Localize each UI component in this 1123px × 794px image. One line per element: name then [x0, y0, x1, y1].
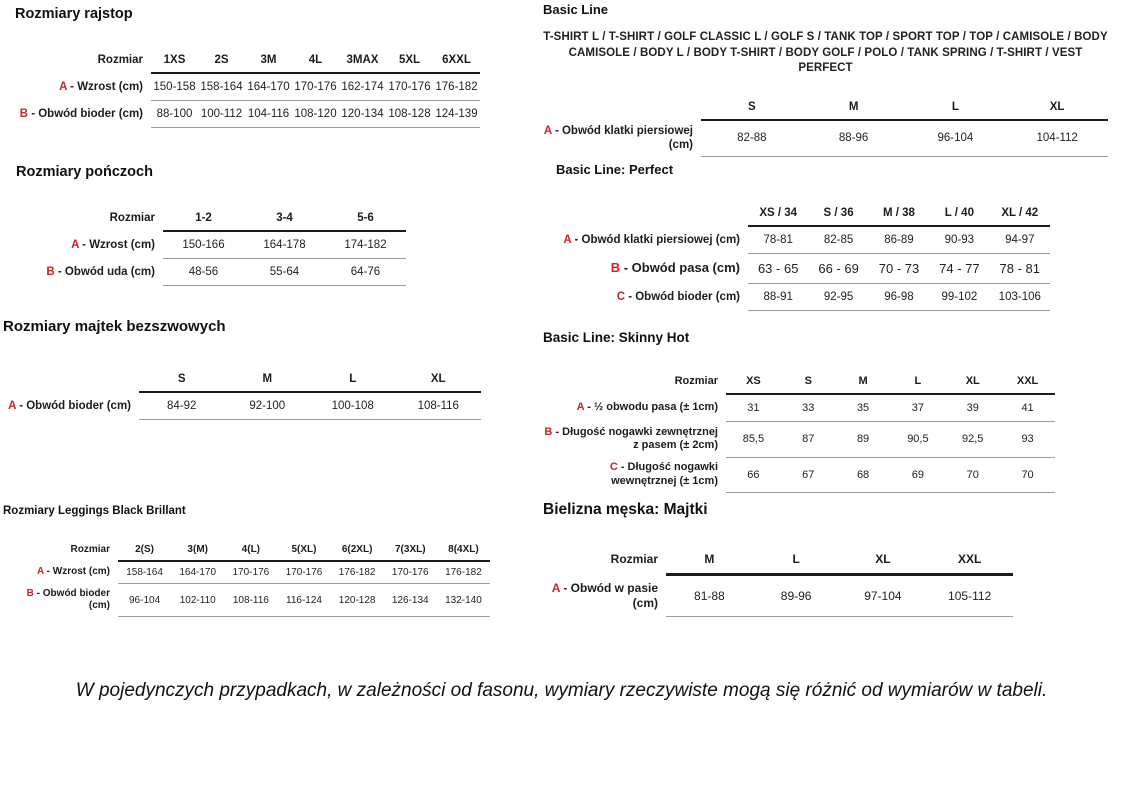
- size-value-cell: 81-88: [666, 575, 753, 617]
- section-title: Basic Line: Skinny Hot: [543, 330, 690, 345]
- size-table: [543, 369, 1055, 493]
- size-value-cell: 70 - 73: [869, 254, 929, 284]
- size-value-cell: 97-104: [840, 575, 927, 617]
- size-value-cell: 150-166: [163, 231, 244, 259]
- column-header: 3(M): [171, 539, 224, 561]
- column-header: 1XS: [151, 48, 198, 73]
- size-value-cell: 33: [781, 394, 836, 422]
- size-value-cell: 108-116: [396, 392, 482, 420]
- column-header: 1-2: [163, 206, 244, 231]
- section-title: Rozmiary Leggings Black Brillant: [3, 505, 186, 517]
- size-value-cell: 82-85: [808, 226, 868, 254]
- column-header: XL: [396, 367, 482, 392]
- column-header: L: [905, 95, 1007, 120]
- size-value-cell: 88-91: [748, 284, 808, 311]
- size-value-cell: 70: [945, 457, 1000, 493]
- size-value-cell: 105-112: [926, 575, 1013, 617]
- column-header: XL: [840, 545, 927, 575]
- size-value-cell: 164-170: [245, 73, 292, 101]
- size-value-cell: 103-106: [990, 284, 1050, 311]
- row-label: B - Długość nogawki zewnętrznej z pasem (± 2cm): [544, 425, 718, 452]
- size-table: [3, 367, 481, 420]
- size-value-cell: 41: [1000, 394, 1055, 422]
- skinny-hot-size-table: [543, 369, 1055, 493]
- row-letter: B: [46, 265, 55, 278]
- size-value-cell: 39: [945, 394, 1000, 422]
- row-letter: A: [543, 124, 552, 137]
- section-title: Bielizna męska: Majtki: [543, 501, 708, 518]
- column-header: XXL: [926, 545, 1013, 575]
- row-letter: A: [59, 80, 67, 93]
- size-value-cell: 74 - 77: [929, 254, 989, 284]
- column-header: M / 38: [869, 201, 929, 226]
- size-value-cell: 70: [1000, 457, 1055, 493]
- corner-label: Rozmiar: [97, 54, 143, 67]
- size-value-cell: 170-176: [292, 73, 339, 101]
- size-value-cell: 100-108: [310, 392, 396, 420]
- size-table: [3, 539, 490, 617]
- column-header: 8(4XL): [437, 539, 490, 561]
- size-value-cell: 104-116: [245, 101, 292, 128]
- size-value-cell: 108-120: [292, 101, 339, 128]
- column-header: 3M: [245, 48, 292, 73]
- size-value-cell: 88-96: [803, 120, 905, 157]
- row-label: A - ½ obwodu pasa (± 1cm): [576, 400, 718, 413]
- column-header: M: [803, 95, 905, 120]
- row-letter: A: [71, 238, 79, 251]
- section-title: Rozmiary pończoch: [16, 164, 153, 180]
- size-value-cell: 170-176: [224, 561, 277, 584]
- size-value-cell: 37: [890, 394, 945, 422]
- leggings-size-table: [3, 539, 490, 617]
- column-header: L: [890, 369, 945, 394]
- size-value-cell: 31: [726, 394, 781, 422]
- size-value-cell: 94-97: [990, 226, 1050, 254]
- size-value-cell: 158-164: [118, 561, 171, 584]
- size-value-cell: 96-104: [905, 120, 1007, 157]
- column-header: 3MAX: [339, 48, 386, 73]
- size-table: [15, 48, 480, 128]
- section-basic-line: [543, 2, 1108, 157]
- section-rozmiary-rajstop: [15, 6, 480, 128]
- row-label: A - Obwód w pasie (cm): [551, 580, 658, 610]
- corner-label: Rozmiar: [70, 543, 110, 555]
- size-value-cell: 78-81: [748, 226, 808, 254]
- size-value-cell: 67: [781, 457, 836, 493]
- section-title: Rozmiary majtek bezszwowych: [3, 318, 226, 335]
- row-label: A - Wzrost (cm): [71, 238, 155, 251]
- section-rozmiary-ponczoch: [16, 164, 406, 286]
- section-leggings-black-brillant: [3, 505, 490, 617]
- size-value-cell: 48-56: [163, 259, 244, 286]
- size-table: [16, 206, 406, 286]
- size-value-cell: 78 - 81: [990, 254, 1050, 284]
- size-value-cell: 99-102: [929, 284, 989, 311]
- column-header: 2S: [198, 48, 245, 73]
- column-header: M: [666, 545, 753, 575]
- row-letter: B: [26, 587, 34, 599]
- size-value-cell: 158-164: [198, 73, 245, 101]
- size-value-cell: 104-112: [1006, 120, 1108, 157]
- column-header: S / 36: [808, 201, 868, 226]
- column-header: 7(3XL): [384, 539, 437, 561]
- size-value-cell: 120-128: [331, 584, 384, 617]
- size-table: [543, 545, 1013, 617]
- size-value-cell: 89-96: [753, 575, 840, 617]
- row-letter: B: [19, 107, 28, 120]
- size-value-cell: 124-139: [433, 101, 480, 128]
- row-label: C - Obwód bioder (cm): [616, 290, 740, 303]
- row-letter: B: [610, 260, 621, 276]
- column-header: XS / 34: [748, 201, 808, 226]
- size-value-cell: 96-104: [118, 584, 171, 617]
- column-header: L / 40: [929, 201, 989, 226]
- row-letter: A: [576, 400, 585, 413]
- size-value-cell: 170-176: [384, 561, 437, 584]
- size-value-cell: 150-158: [151, 73, 198, 101]
- row-label: B - Obwód bioder (cm): [19, 107, 143, 120]
- size-value-cell: 132-140: [437, 584, 490, 617]
- column-header: 3-4: [244, 206, 325, 231]
- size-value-cell: 102-110: [171, 584, 224, 617]
- column-header: M: [225, 367, 311, 392]
- size-table: [556, 201, 1050, 311]
- row-label: A - Obwód klatki piersiowej (cm): [543, 124, 693, 151]
- rajstop-size-table: [15, 48, 480, 128]
- basic-line-products-list: T-SHIRT L / T-SHIRT / GOLF CLASSIC L / GOLF S / TANK TOP / SPORT TOP / TOP / CAMISOLE / BODY CAMISOLE / BODY L / BODY T-SHIRT / BODY GOLF / POLO / TANK SPRING / T-SHIRT / VEST PERFECT: [543, 31, 1108, 75]
- perfect-size-table: [556, 201, 1050, 311]
- size-value-cell: 108-128: [386, 101, 433, 128]
- size-value-cell: 64-76: [325, 259, 406, 286]
- section-basic-line-skinny-hot: [543, 330, 1055, 493]
- section-title: Basic Line: Perfect: [556, 162, 674, 177]
- size-value-cell: 164-178: [244, 231, 325, 259]
- column-header: 5-6: [325, 206, 406, 231]
- size-value-cell: 162-174: [339, 73, 386, 101]
- column-header: 5XL: [386, 48, 433, 73]
- size-table: [543, 95, 1108, 157]
- size-value-cell: 93: [1000, 422, 1055, 458]
- size-value-cell: 126-134: [384, 584, 437, 617]
- column-header: 5(XL): [277, 539, 330, 561]
- column-header: XS: [726, 369, 781, 394]
- column-header: S: [781, 369, 836, 394]
- size-value-cell: 174-182: [325, 231, 406, 259]
- size-value-cell: 170-176: [386, 73, 433, 101]
- corner-label: Rozmiar: [674, 374, 718, 387]
- row-letter: A: [551, 580, 560, 595]
- size-value-cell: 170-176: [277, 561, 330, 584]
- size-value-cell: 86-89: [869, 226, 929, 254]
- column-header: S: [139, 367, 225, 392]
- size-value-cell: 176-182: [331, 561, 384, 584]
- basic-line-size-table: [543, 95, 1108, 157]
- column-header: 4L: [292, 48, 339, 73]
- section-title: Rozmiary rajstop: [15, 6, 133, 22]
- size-value-cell: 88-100: [151, 101, 198, 128]
- column-header: L: [753, 545, 840, 575]
- column-header: S: [701, 95, 803, 120]
- column-header: 6XXL: [433, 48, 480, 73]
- size-value-cell: 35: [836, 394, 891, 422]
- row-label: B - Obwód bioder (cm): [26, 587, 110, 611]
- column-header: XL: [945, 369, 1000, 394]
- size-value-cell: 164-170: [171, 561, 224, 584]
- row-letter: A: [563, 233, 572, 246]
- row-label: B - Obwód uda (cm): [46, 265, 155, 278]
- size-value-cell: 90-93: [929, 226, 989, 254]
- corner-label: Rozmiar: [610, 552, 658, 567]
- section-bielizna-meska-majtki: [543, 501, 1013, 617]
- size-value-cell: 116-124: [277, 584, 330, 617]
- size-value-cell: 92-100: [225, 392, 311, 420]
- row-letter: A: [8, 399, 16, 412]
- corner-label: [543, 95, 701, 120]
- section-basic-line-perfect: [556, 162, 1050, 311]
- footnote-text: W pojedynczych przypadkach, w zależności od fasonu, wymiary rzeczywiste mogą się różnić od wymiarów w tabeli.: [75, 680, 1048, 701]
- size-value-cell: 66 - 69: [808, 254, 868, 284]
- size-value-cell: 92,5: [945, 422, 1000, 458]
- size-value-cell: 68: [836, 457, 891, 493]
- section-title: Basic Line: [543, 2, 609, 17]
- size-value-cell: 84-92: [139, 392, 225, 420]
- size-value-cell: 176-182: [433, 73, 480, 101]
- row-letter: C: [616, 290, 625, 303]
- row-label: B - Obwód pasa (cm): [610, 260, 740, 276]
- size-value-cell: 92-95: [808, 284, 868, 311]
- majtki-meskie-size-table: [543, 545, 1013, 617]
- column-header: XL / 42: [990, 201, 1050, 226]
- size-value-cell: 87: [781, 422, 836, 458]
- column-header: 6(2XL): [331, 539, 384, 561]
- size-value-cell: 100-112: [198, 101, 245, 128]
- size-value-cell: 55-64: [244, 259, 325, 286]
- column-header: XL: [1006, 95, 1108, 120]
- size-value-cell: 63 - 65: [748, 254, 808, 284]
- row-label: C - Długość nogawki wewnętrznej (± 1cm): [609, 461, 718, 487]
- row-label: A - Wzrost (cm): [37, 566, 110, 577]
- column-header: 4(L): [224, 539, 277, 561]
- size-value-cell: 108-116: [224, 584, 277, 617]
- row-letter: C: [609, 461, 618, 473]
- column-header: M: [836, 369, 891, 394]
- size-value-cell: 85,5: [726, 422, 781, 458]
- column-header: L: [310, 367, 396, 392]
- row-label: A - Wzrost (cm): [59, 80, 143, 93]
- size-value-cell: 82-88: [701, 120, 803, 157]
- size-value-cell: 89: [836, 422, 891, 458]
- size-value-cell: 120-134: [339, 101, 386, 128]
- row-label: A - Obwód klatki piersiowej (cm): [563, 233, 740, 246]
- row-letter: A: [37, 566, 44, 577]
- ponczochy-size-table: [16, 206, 406, 286]
- corner-label: [3, 367, 139, 392]
- majtki-bezszwowe-size-table: [3, 367, 481, 420]
- size-value-cell: 96-98: [869, 284, 929, 311]
- section-rozmiary-majtek-bezszwowych: [3, 318, 481, 420]
- corner-label: [556, 201, 748, 226]
- size-value-cell: 176-182: [437, 561, 490, 584]
- row-letter: B: [544, 425, 553, 438]
- row-label: A - Obwód bioder (cm): [8, 399, 131, 412]
- column-header: XXL: [1000, 369, 1055, 394]
- size-value-cell: 66: [726, 457, 781, 493]
- size-value-cell: 90,5: [890, 422, 945, 458]
- corner-label: Rozmiar: [109, 212, 155, 225]
- size-value-cell: 69: [890, 457, 945, 493]
- column-header: 2(S): [118, 539, 171, 561]
